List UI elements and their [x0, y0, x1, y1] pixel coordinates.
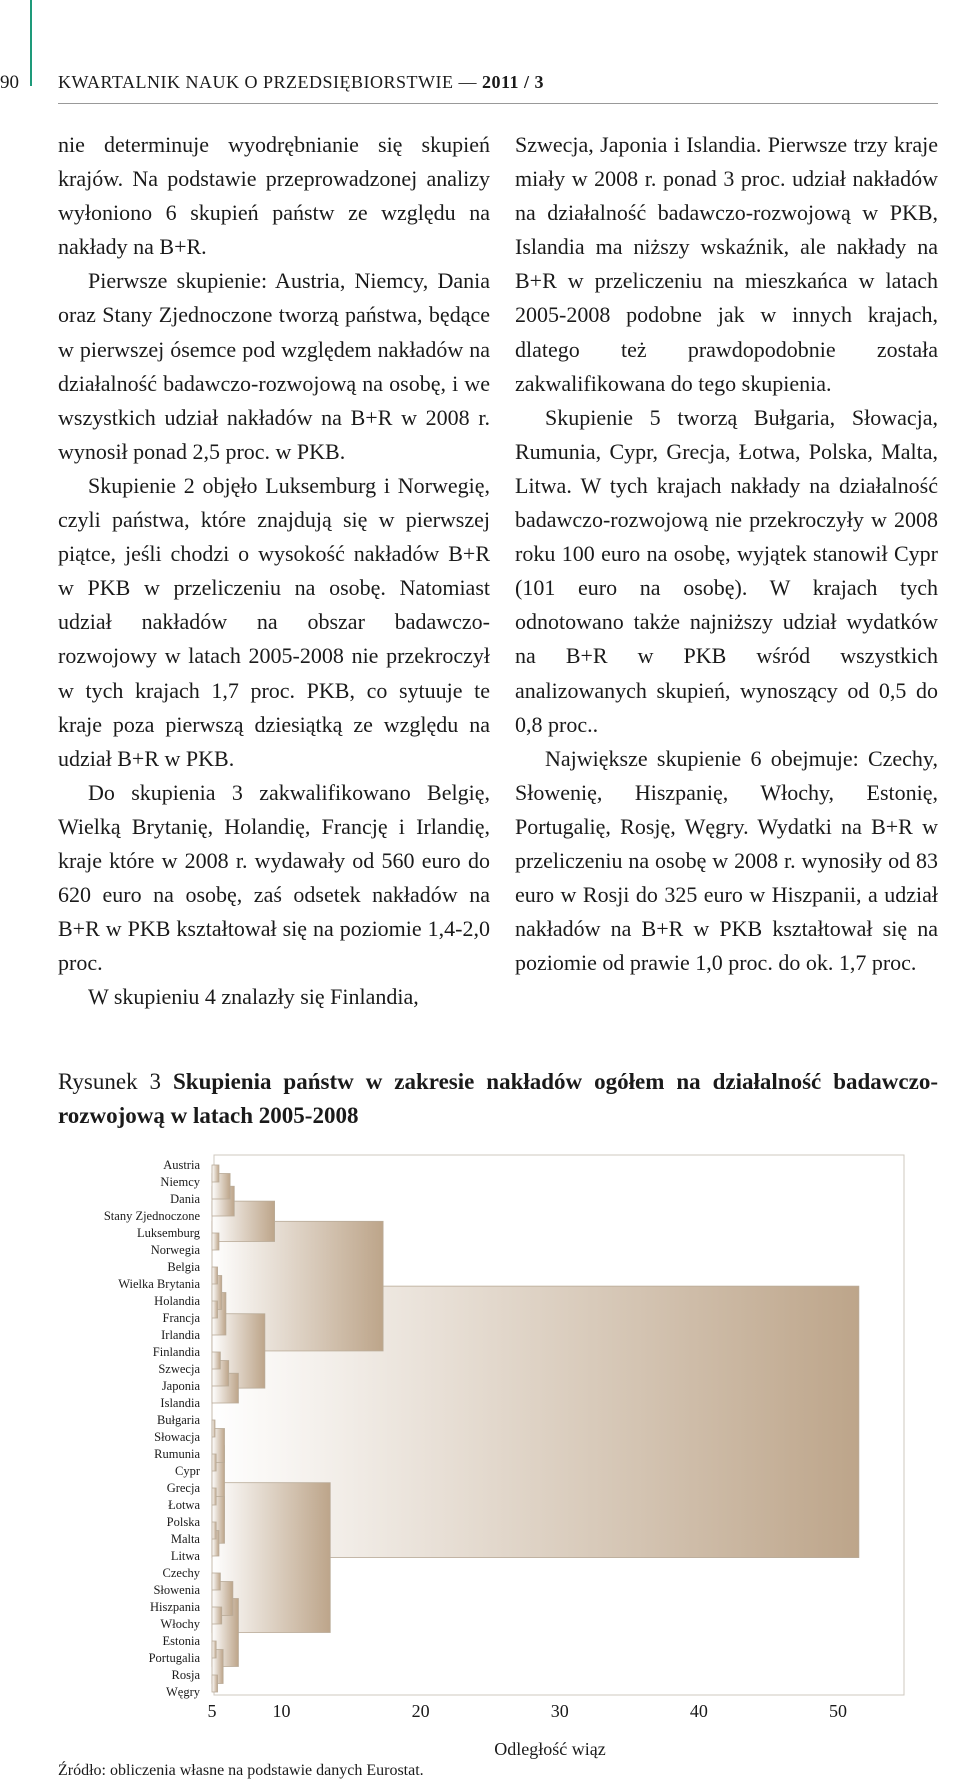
cluster-link — [212, 1352, 220, 1369]
paragraph: Do skupienia 3 zakwalifikowano Belgię, Wielką Brytanię, Holandię, Francję i Irlandię, kraje które w 2008 r. wydawały od 560 euro do 620 euro na osobę, zaś odsetek nakładów na B+R w PKB kształtował się na poziomie 1,4-2,0 proc. — [58, 779, 490, 976]
cluster-link — [212, 1573, 220, 1590]
x-tick-label: 10 — [272, 1701, 291, 1721]
leaf-label: Stany Zjednoczone — [103, 1209, 200, 1223]
leaf-label: Łotwa — [168, 1498, 200, 1512]
leaf-label: Czechy — [162, 1566, 200, 1580]
cluster-link — [212, 1420, 215, 1437]
leaf-label: Szwecja — [158, 1362, 200, 1376]
leaf-label: Polska — [166, 1515, 200, 1529]
leaf-label: Słowacja — [154, 1430, 200, 1444]
leaf-label: Grecja — [166, 1481, 200, 1495]
cluster-link — [212, 1522, 216, 1539]
leaf-label: Cypr — [175, 1464, 200, 1478]
x-tick-label: 40 — [689, 1701, 708, 1721]
figure-caption — [58, 1065, 938, 1133]
leaf-label: Rumunia — [154, 1447, 200, 1461]
issue-number: 2011 / 3 — [481, 72, 544, 92]
journal-title: KWARTALNIK NAUK O PRZEDSIĘBIORSTWIE — — [58, 72, 482, 92]
cluster-link — [212, 1233, 219, 1250]
figure-source: Źródło: obliczenia własne na podstawie danych Eurostat. — [58, 1762, 424, 1779]
leaf-label: Litwa — [170, 1549, 200, 1563]
cluster-link — [212, 1488, 216, 1505]
paragraph: Szwecja, Japonia i Islandia. Pierwsze trzy kraje miały w 2008 r. ponad 3 proc. udział nakładów na działalność badawczo-rozwojową w PKB, Islandia ma niższy wskaźnik, ale nakłady na B+R w przeliczeniu na mieszkańca w latach 2005-2008 podobne jak w innych krajach, dlatego też prawdopodobnie została zakwalifikowana do tego skupienia. — [515, 132, 938, 396]
figure-label: Rysunek 3 — [58, 1069, 162, 1094]
leaf-label: Niemcy — [160, 1175, 200, 1189]
dendrogram-chart — [0, 1135, 960, 1760]
paragraph: W skupieniu 4 znalazły się Finlandia, — [88, 984, 419, 1010]
cluster-link — [212, 1675, 218, 1692]
leaf-label: Estonia — [162, 1634, 200, 1648]
page-accent-bar — [30, 0, 32, 86]
leaf-label: Finlandia — [152, 1345, 200, 1359]
leaf-label: Luksemburg — [137, 1226, 200, 1240]
cluster-link — [212, 1641, 216, 1658]
leaf-label: Islandia — [160, 1396, 200, 1410]
running-head — [58, 72, 544, 93]
paragraph: Skupienie 2 objęło Luksemburg i Norwegię, czyli państwa, które znajdują się w pierwszej piątce, jeśli chodzi o wysokość nakładów B+R w PKB w przeliczeniu na osobę. Natomiast udział nakładów na obszar badawczo-rozwojowy w latach 2005-2008 nie przekroczył w tych krajach 1,7 proc. PKB, co sytuuje te kraje poza pierwszą dziesiątką ze względu na udział B+R w PKB. — [58, 472, 490, 771]
x-axis-label: Odległość wiąz — [494, 1739, 606, 1759]
leaf-label: Austria — [163, 1158, 200, 1172]
leaf-label: Malta — [170, 1532, 200, 1546]
leaf-label: Francja — [162, 1311, 200, 1325]
leaf-label: Włochy — [160, 1617, 200, 1631]
leaf-label: Słowenia — [153, 1583, 200, 1597]
right-column — [515, 128, 938, 980]
leaf-label: Norwegia — [150, 1243, 200, 1257]
x-tick-label: 5 — [207, 1701, 217, 1721]
leaf-label: Hiszpania — [150, 1600, 200, 1614]
cluster-link — [212, 1267, 218, 1284]
cluster-link — [212, 1454, 216, 1471]
cluster-link — [212, 1301, 218, 1318]
cluster-link — [212, 1607, 222, 1624]
header-rule — [58, 103, 938, 104]
leaf-label: Holandia — [154, 1294, 200, 1308]
leaf-label: Portugalia — [148, 1651, 200, 1665]
leaf-label: Dania — [170, 1192, 200, 1206]
leaf-label: Wielka Brytania — [118, 1277, 200, 1291]
paragraph: Pierwsze skupienie: Austria, Niemcy, Dania oraz Stany Zjednoczone tworzą państwa, będące w pierwszej ósemce pod względem nakładów na działalność badawczo-rozwojową na osobę, i we wszystkich udział nakładów na B+R w 2008 r. wynosił ponad 2,5 proc. w PKB. — [58, 268, 490, 464]
x-tick-label: 30 — [550, 1701, 569, 1721]
leaf-label: Rosja — [171, 1668, 200, 1682]
paragraph: Największe skupienie 6 obejmuje: Czechy, Słowenię, Hiszpanię, Włochy, Estonię, Portugalię, Rosję, Węgry. Wydatki na B+R w przeliczeniu na osobę w 2008 r. wynosiły od 83 euro w Rosji do 325 euro w Hiszpanii, a udział nakładów na B+R w PKB kształtował się na poziomie od prawie 1,0 proc. do ok. 1,7 proc. — [515, 745, 938, 976]
leaf-label: Japonia — [161, 1379, 200, 1393]
figure-title: Skupienia państw w zakresie nakładów ogółem na działalność badawczo-rozwojową w latach 2005-2008 — [58, 1069, 938, 1128]
leaf-label: Belgia — [167, 1260, 200, 1274]
x-tick-label: 50 — [829, 1701, 847, 1721]
cluster-link — [212, 1165, 219, 1182]
page-number: 90 — [0, 72, 19, 93]
x-tick-label: 20 — [411, 1701, 430, 1721]
leaf-label: Irlandia — [161, 1328, 200, 1342]
left-column — [58, 128, 490, 1014]
paragraph: Skupienie 5 tworzą Bułgaria, Słowacja, Rumunia, Cypr, Grecja, Łotwa, Polska, Malta, Litwa. W tych krajach nakłady na działalność badawczo-rozwojową nie przekroczyły w 2008 roku 100 euro na osobę, wyjątek stanowił Cypr (101 euro na osobę). W krajach tych odnotowano także najniższy udział wydatków na B+R w PKB wśród wszystkich analizowanych skupień, wynoszący od 0,5 do 0,8 proc.. — [515, 404, 938, 737]
leaf-label: Bułgaria — [156, 1413, 200, 1427]
leaf-label: Węgry — [165, 1685, 200, 1699]
paragraph: nie determinuje wyodrębnianie się skupień krajów. Na podstawie przeprowadzonej analizy wyłoniono 6 skupień państw ze względu na nakłady na B+R. — [58, 132, 490, 260]
